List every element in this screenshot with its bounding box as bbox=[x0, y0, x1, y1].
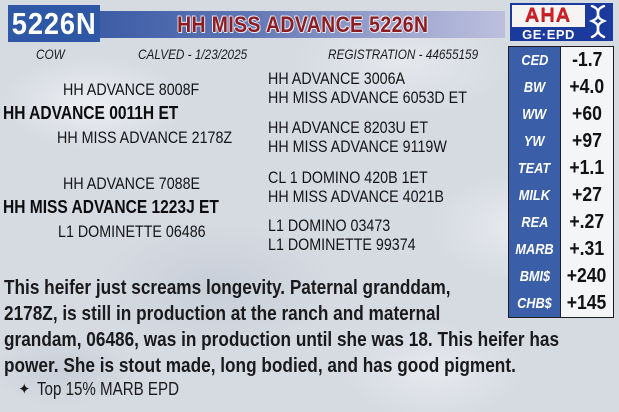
animal-name-bar bbox=[100, 11, 505, 38]
pedigree-sire: HH ADVANCE 0011H ET bbox=[3, 102, 179, 123]
calved-label: CALVED - 1/23/2025 bbox=[138, 46, 248, 62]
pedigree-great-grandparent: HH ADVANCE 8203U ET bbox=[268, 118, 429, 137]
epd-row-milk bbox=[509, 182, 613, 209]
epd-value: +145 bbox=[567, 292, 607, 314]
epd-row-marb bbox=[509, 236, 613, 263]
epd-value: -1.7 bbox=[571, 49, 603, 71]
description-line: 2178Z, is still in production at the ranch and maternal bbox=[4, 302, 441, 325]
animal-name: HH MISS ADVANCE 5226N bbox=[176, 11, 429, 37]
epd-value: +.31 bbox=[569, 238, 605, 260]
pedigree-great-grandparent: HH MISS ADVANCE 6053D ET bbox=[268, 88, 467, 107]
registration-label: REGISTRATION - 44655159 bbox=[328, 46, 479, 62]
epd-value: +1.1 bbox=[569, 157, 605, 179]
pedigree-sire-sire: HH ADVANCE 8008F bbox=[63, 80, 200, 99]
epd-value: +97 bbox=[572, 130, 602, 152]
pedigree-dam: HH MISS ADVANCE 1223J ET bbox=[3, 196, 219, 217]
footnote bbox=[18, 379, 206, 400]
footnote-text: Top 15% MARB EPD bbox=[36, 379, 179, 399]
epd-row-teat bbox=[509, 155, 613, 182]
epd-label: MARB bbox=[509, 236, 561, 263]
epd-label: CHB$ bbox=[509, 290, 561, 317]
epd-value: +27 bbox=[572, 184, 602, 206]
four-pointed-star-icon: ✦ bbox=[18, 381, 31, 398]
epd-row-bw bbox=[509, 74, 613, 101]
epd-label: MILK bbox=[509, 182, 561, 209]
epd-row-ced bbox=[509, 47, 613, 74]
epd-value: +240 bbox=[567, 265, 607, 287]
pedigree-great-grandparent: L1 DOMINETTE 99374 bbox=[268, 235, 416, 254]
epd-value: +4.0 bbox=[569, 76, 605, 98]
pedigree-sire-dam: HH MISS ADVANCE 2178Z bbox=[57, 128, 233, 147]
epd-label: CED bbox=[509, 47, 561, 74]
epd-row-rea bbox=[509, 209, 613, 236]
epd-value: +60 bbox=[572, 103, 602, 125]
aha-geepd-logo bbox=[510, 3, 613, 41]
epd-label: BMI$ bbox=[509, 263, 561, 290]
pedigree-great-grandparent: HH MISS ADVANCE 9119W bbox=[268, 137, 447, 156]
geepd-label: GE·EPD bbox=[522, 27, 575, 42]
epd-label: REA bbox=[509, 209, 561, 236]
pedigree-dam-dam: L1 DOMINETTE 06486 bbox=[58, 222, 206, 241]
epd-label: TEAT bbox=[509, 155, 561, 182]
epd-row-yw bbox=[509, 128, 613, 155]
lot-number-box bbox=[8, 5, 100, 42]
pedigree-great-grandparent: HH ADVANCE 3006A bbox=[268, 69, 406, 88]
epd-label: YW bbox=[509, 128, 561, 155]
epd-label: BW bbox=[509, 74, 561, 101]
epd-row-ww bbox=[509, 101, 613, 128]
description-line: power. She is stout made, long bodied, and has good pigment. bbox=[4, 354, 516, 377]
pedigree-great-grandparent: CL 1 DOMINO 420B 1ET bbox=[268, 168, 428, 187]
epd-value: +.27 bbox=[569, 211, 605, 233]
aha-label: AHA bbox=[512, 5, 585, 27]
description-line: grandam, 06486, was in production until she was 18. This heifer has bbox=[4, 328, 560, 351]
pedigree-dam-sire: HH ADVANCE 7088E bbox=[63, 174, 201, 193]
lot-number: 5226N bbox=[11, 5, 97, 41]
description-line: This heifer just screams longevity. Paternal granddam, bbox=[4, 276, 451, 299]
pedigree-great-grandparent: L1 DOMINO 03473 bbox=[268, 216, 391, 235]
pedigree-great-grandparent: HH MISS ADVANCE 4021B bbox=[268, 187, 444, 206]
epd-label: WW bbox=[509, 101, 561, 128]
sex-label: COW bbox=[36, 46, 65, 62]
aha-geepd-logo-text bbox=[512, 5, 585, 42]
dna-helix-icon bbox=[585, 5, 611, 39]
